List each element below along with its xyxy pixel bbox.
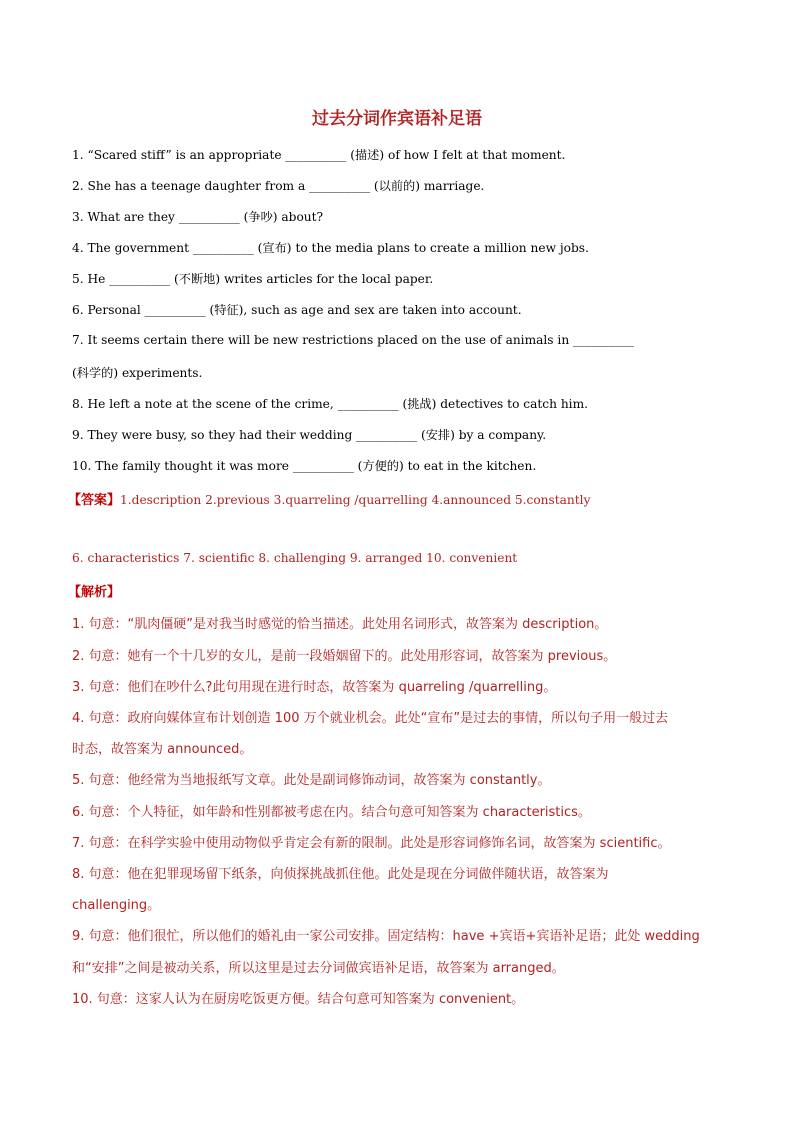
analysis-line-9: 9. 句意：他们很忙，所以他们的婚礼由一家公司安排。固定结构：have +宾语+宾语补足语；此处 wedding — [72, 929, 700, 944]
question-2: 2. She has a teenage daughter from a __________ (以前的) marriage. — [72, 179, 485, 193]
question-10: 10. The family thought it was more __________ (方便的) to eat in the kitchen. — [72, 459, 537, 473]
analysis-heading — [68, 581, 728, 600]
analysis-line-8: 8. 句意：他在犯罪现场留下纸条，向侦探挑战抓住他。此处是现在分词做伴随状语，故答案为 — [72, 867, 609, 882]
page-title: 过去分词作宾语补足语 — [312, 109, 482, 129]
question-8: 8. He left a note at the scene of the crime, __________ (挑战) detectives to catch him. — [72, 397, 589, 411]
question-7-continued: (科学的) experiments. — [72, 366, 203, 380]
question-3: 3. What are they __________ (争吵) about? — [72, 210, 324, 224]
question-6: 6. Personal __________ (特征), such as age and sex are taken into account. — [72, 303, 522, 317]
analysis-line-7: 7. 句意：在科学实验中使用动物似乎肯定会有新的限制。此处是形容词修饰名词，故答案为 scientific。 — [72, 836, 671, 851]
analysis-line-3: 3. 句意：他们在吵什么?此句用现在进行时态，故答案为 quarreling /quarrelling。 — [72, 680, 557, 695]
analysis-line-2: 2. 句意：她有一个十几岁的女儿，是前一段婚姻留下的。此处用形容词，故答案为 previous。 — [72, 649, 617, 664]
analysis-line-6: 6. 句意：个人特征，如年龄和性别都被考虑在内。结合句意可知答案为 characteristics。 — [72, 805, 591, 820]
answer-line-1 — [68, 489, 728, 508]
analysis-line-8-continued: challenging。 — [72, 898, 161, 913]
answer-label: 【答案】 — [68, 493, 121, 508]
analysis-line-4-continued: 时态，故答案为 announced。 — [72, 742, 253, 757]
question-5: 5. He __________ (不断地) writes articles for the local paper. — [72, 272, 434, 286]
analysis-line-5: 5. 句意：他经常为当地报纸写文章。此处是副词修饰动词，故答案为 constantly。 — [72, 773, 551, 788]
answer-line-2: 6. characteristics 7. scientific 8. challenging 9. arranged 10. convenient — [72, 551, 518, 565]
analysis-line-4: 4. 句意：政府向媒体宣布计划创造 100 万个就业机会。此处“宣布”是过去的事情，所以句子用一般过去 — [72, 711, 669, 726]
question-1: 1. “Scared stiff” is an appropriate __________ (描述) of how I felt at that moment. — [72, 148, 566, 162]
question-7: 7. It seems certain there will be new restrictions placed on the use of animals in __________ — [72, 333, 634, 347]
analysis-label: 【解析】 — [68, 585, 121, 600]
question-9: 9. They were busy, so they had their wedding __________ (安排) by a company. — [72, 428, 547, 442]
answer-text-1: 1.description 2.previous 3.quarreling /quarrelling 4.announced 5.constantly — [120, 493, 591, 507]
analysis-line-10: 10. 句意：这家人认为在厨房吃饭更方便。结合句意可知答案为 convenient。 — [72, 992, 525, 1007]
question-4: 4. The government __________ (宣布) to the media plans to create a million new jobs. — [72, 241, 589, 255]
analysis-line-9-continued: 和“安排”之间是被动关系，所以这里是过去分词做宾语补足语，故答案为 arranged。 — [72, 961, 565, 976]
analysis-line-1: 1. 句意：“肌肉僵硬”是对我当时感觉的恰当描述。此处用名词形式，故答案为 description。 — [72, 617, 608, 632]
